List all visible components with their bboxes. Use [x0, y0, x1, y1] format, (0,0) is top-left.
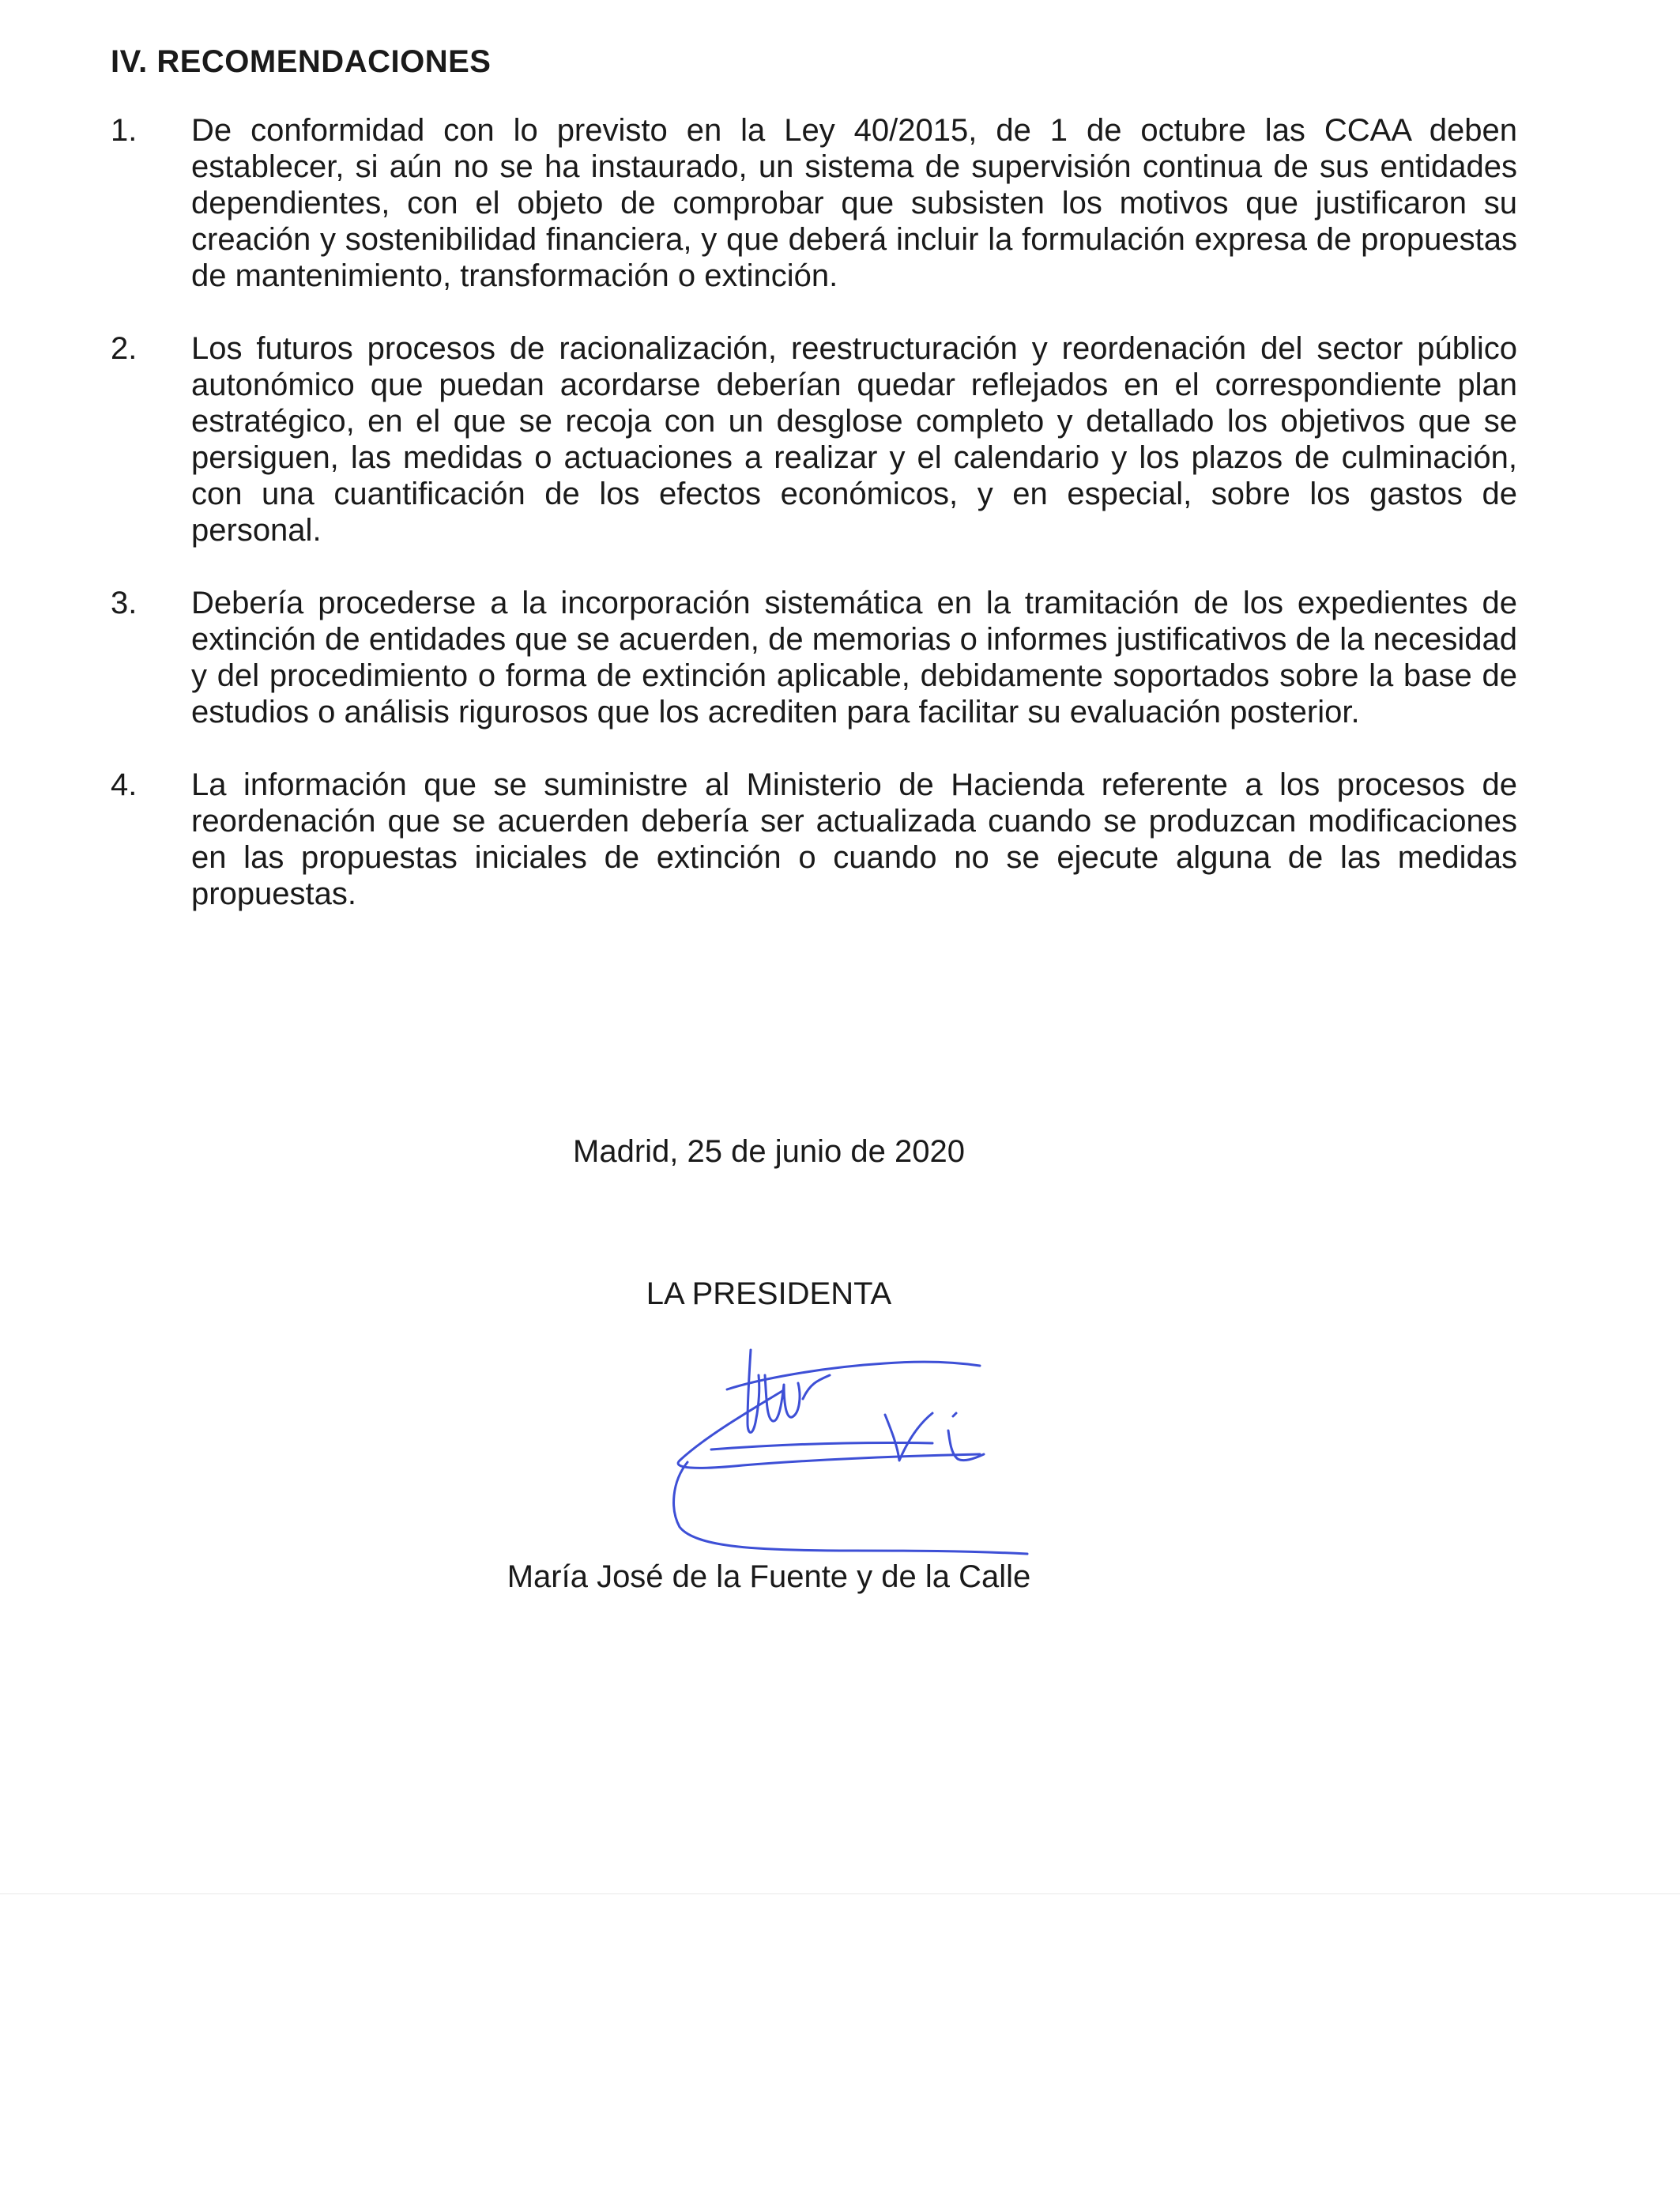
signer-name: María José de la Fuente y de la Calle [507, 1559, 1031, 1594]
signature-stroke [803, 1375, 830, 1399]
handwritten-signature [648, 1344, 1059, 1573]
signature-stroke [885, 1413, 932, 1461]
section-title: IV. RECOMENDACIONES [111, 44, 492, 79]
item-text: De conformidad con lo previsto en la Ley 40/2015, de 1 de octubre las CCAA deben establecer, si aún no se ha instaurado, un sistema de supervisión continua de sus entidades dependientes, con el objeto de comprobar que subsisten los motivos que justificaron su creación y sostenibilidad financiera, y que deberá incluir la formulación expresa de propuestas de mantenimiento, transformación o extinción. [191, 113, 1517, 293]
signature-stroke [948, 1431, 984, 1461]
list-item [111, 767, 1517, 912]
signature-stroke [711, 1442, 932, 1449]
signature-stroke [674, 1462, 1027, 1554]
signature-stroke [953, 1413, 956, 1416]
item-number: 3. [111, 586, 137, 620]
list-item [111, 112, 1517, 294]
item-number: 1. [111, 113, 137, 148]
item-number: 2. [111, 331, 137, 366]
signature-stroke [678, 1391, 980, 1468]
list-item [111, 585, 1517, 730]
item-text: Debería procederse a la incorporación sistemática en la tramitación de los expedientes de extinción de entidades que se acuerden, de memorias o informes justificativos de la necesidad y del procedimiento o forma de extinción aplicable, debidamente soportados sobre la base de estudios o análisis rigurosos que los acrediten para facilitar su evaluación posterior. [191, 586, 1517, 729]
recommendations-list [111, 112, 1517, 948]
list-item [111, 330, 1517, 548]
signer-role: LA PRESIDENTA [646, 1276, 892, 1311]
place-date: Madrid, 25 de junio de 2020 [573, 1134, 965, 1169]
item-text: La información que se suministre al Ministerio de Hacienda referente a los procesos de reordenación que se acuerden debería ser actualizada cuando se produzcan modificaciones en las propuestas iniciales de extinción o cuando no se ejecute alguna de las medidas propuestas. [191, 767, 1517, 911]
scan-divider [0, 1893, 1680, 1894]
item-text: Los futuros procesos de racionalización, reestructuración y reordenación del sector público autonómico que puedan acordarse deberían quedar reflejados en el correspondiente plan estratégico, en el que se recoja con un desglose completo y detallado los objetivos que se persiguen, las medidas o actuaciones a realizar y el calendario y los plazos de culminación, con una cuantificación de los efectos económicos, y en especial, sobre los gastos de personal. [191, 331, 1517, 548]
signature-stroke [748, 1350, 759, 1432]
item-number: 4. [111, 767, 137, 802]
